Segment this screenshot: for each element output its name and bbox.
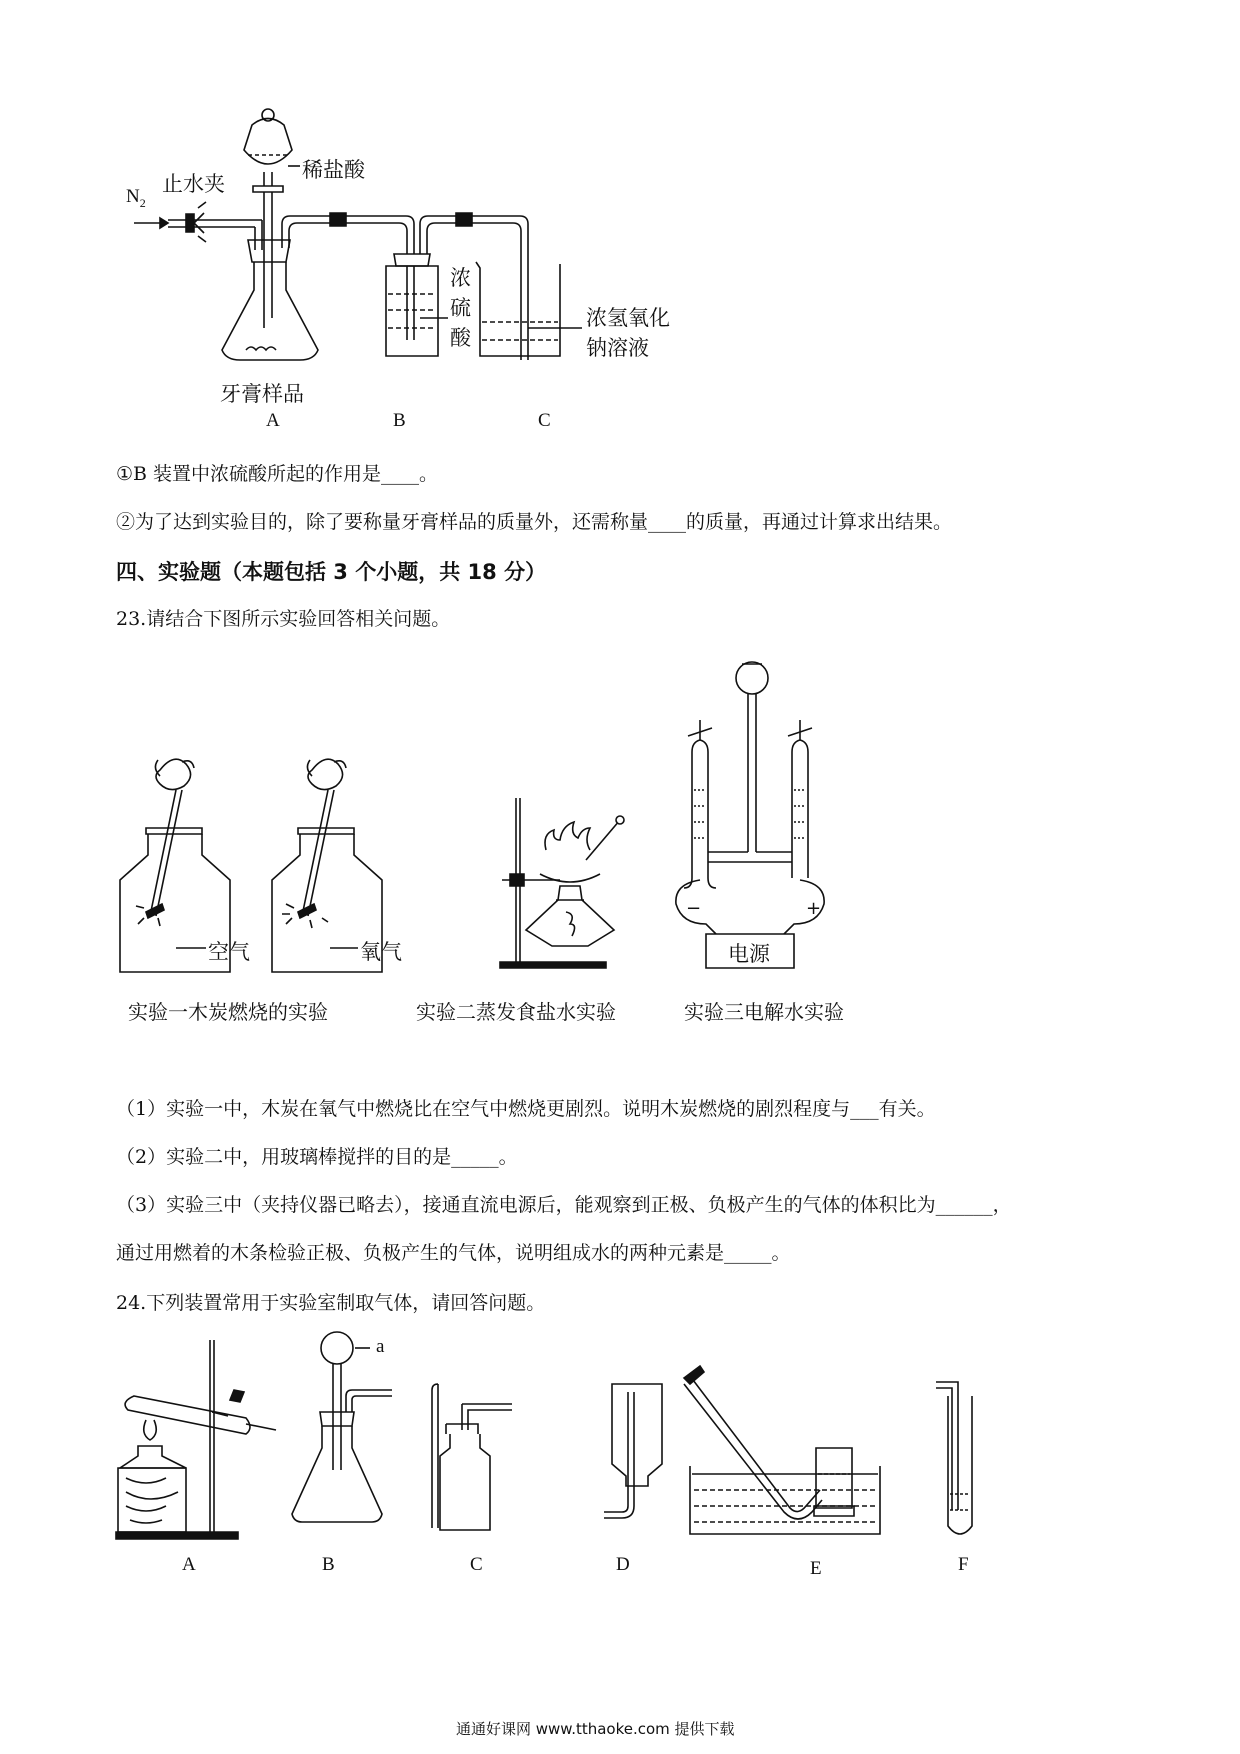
apparatus-label-b: B — [393, 410, 406, 431]
sulfuric-label-1: 浓 — [450, 266, 471, 290]
naoh-label-2: 钠溶液 — [586, 336, 649, 360]
naoh-label-1: 浓氢氧化 — [586, 306, 670, 330]
page-footer: 通通好课网 www.tthaoke.com 提供下载 — [456, 1720, 735, 1738]
question-23-part-3a: （3）实验三中（夹持仪器已略去），接通直流电源后，能观察到正极、负极产生的气体的体积比为______， — [116, 1194, 1012, 1216]
apparatus-label-c: C — [538, 410, 551, 431]
question-23-part-2: （2）实验二中，用玻璃棒搅拌的目的是_____。 — [116, 1146, 518, 1168]
gas-apparatus-label-b: B — [322, 1554, 335, 1575]
n2-text: N — [126, 186, 140, 207]
gas-apparatus-label-d: D — [616, 1554, 630, 1575]
gas-apparatus-label-c: C — [470, 1554, 483, 1575]
positive-electrode-sign: + — [806, 898, 822, 919]
funnel-a-label: a — [376, 1336, 385, 1357]
gas-apparatus-label-a: A — [182, 1554, 196, 1575]
oxygen-label: 氧气 — [360, 940, 402, 964]
question-24-stem: 24.下列装置常用于实验室制取气体，请回答问题。 — [116, 1292, 546, 1314]
experiment-1-caption: 实验一木炭燃烧的实验 — [128, 1000, 328, 1024]
experiment-3-caption: 实验三电解水实验 — [684, 1000, 844, 1024]
gas-apparatus-label-f: F — [958, 1554, 969, 1575]
question-23-stem: 23.请结合下图所示实验回答相关问题。 — [116, 608, 451, 630]
sample-label: 牙膏样品 — [220, 382, 304, 406]
question-22-part-2: ②为了达到实验目的，除了要称量牙膏样品的质量外，还需称量____的质量，再通过计算求出结果。 — [116, 511, 953, 533]
experiment-2-caption: 实验二蒸发食盐水实验 — [416, 1000, 616, 1024]
air-label: 空气 — [208, 940, 250, 964]
n2-subscript: 2 — [139, 195, 146, 210]
question-23-part-3b: 通过用燃着的木条检验正极、负极产生的气体，说明组成水的两种元素是_____。 — [116, 1242, 791, 1264]
negative-electrode-sign: − — [686, 898, 702, 919]
sulfuric-label-2: 硫 — [450, 296, 471, 320]
apparatus-label-a: A — [266, 410, 280, 431]
clamp-label: 止水夹 — [162, 172, 225, 196]
acid-label: 稀盐酸 — [302, 158, 365, 182]
section-heading: 四、实验题（本题包括 3 个小题，共 18 分） — [116, 560, 547, 584]
power-supply-label: 电源 — [728, 942, 770, 966]
gas-apparatus-label-e: E — [810, 1558, 822, 1579]
question-22-part-1: ①B 装置中浓硫酸所起的作用是____。 — [116, 463, 439, 485]
sulfuric-label-3: 酸 — [450, 326, 471, 350]
question-23-part-1: （1）实验一中，木炭在氧气中燃烧比在空气中燃烧更剧烈。说明木炭燃烧的剧烈程度与___有关。 — [116, 1098, 936, 1120]
